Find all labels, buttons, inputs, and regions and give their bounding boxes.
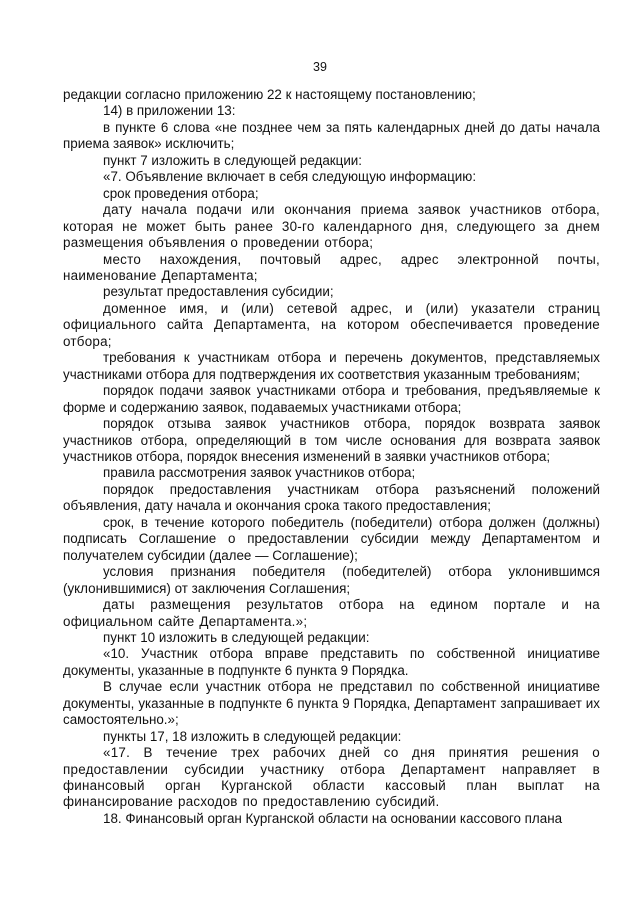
paragraph-point-7-text: «7. Объявление включает в себя следующую информацию: — [103, 169, 477, 185]
list-item-publication-dates: даты размещения результатов отбора на едином портале и на официальном сайте Департамента.»; — [63, 597, 600, 629]
page-number: 39 — [313, 60, 327, 74]
paragraph-points-17-18-intro: пункты 17, 18 изложить в следующей редакции: — [103, 728, 402, 744]
document-body — [63, 87, 600, 827]
paragraph-point-6-amendment: в пункте 6 слова «не позднее чем за пять календарных дней до даты начала приема заявок» исключить; — [63, 119, 600, 152]
list-item-selection-period: срок проведения отбора; — [103, 185, 259, 201]
list-item-application-procedure: порядок подачи заявок участниками отбора и требования, предъявляемые к форме и содержанию заявок, подаваемых участниками отбора; — [63, 383, 600, 415]
paragraph-point-10-text: «10. Участник отбора вправе представить по собственной инициативе документы, указанные в подпункте 6 пункта 9 Порядка. — [63, 646, 600, 678]
paragraph-point-10-intro: пункт 10 изложить в следующей редакции: — [103, 629, 370, 645]
list-item-application-dates: дату начала подачи или окончания приема заявок участников отбора, которая не может быть ранее 30-го календарного дня, следующего за днем размещения объявления о проведении отбора; — [63, 202, 600, 251]
list-item-withdrawal-procedure: порядок отзыва заявок участников отбора, порядок возврата заявок участников отбора, определяющий в том числе основания для возврата заявок участников отбора, порядок внесения изменений в заявки участников отбора; — [63, 416, 600, 464]
list-item-domain-name: доменное имя, и (или) сетевой адрес, и (или) указатели страниц официального сайта Департамента, на котором обеспечивается проведение отбора; — [63, 300, 600, 349]
list-item-participant-requirements: требования к участникам отбора и перечень документов, представляемых участниками отбора для подтверждения их соответствия указанным требованиям; — [63, 350, 600, 382]
list-item-agreement-term: срок, в течение которого победитель (победители) отбора должен (должны) подписать Соглашение о предоставлении субсидии между Департаментом и получателем субсидии (далее — Соглашение); — [63, 514, 600, 563]
paragraph-item-14: 14) в приложении 13: — [103, 103, 236, 119]
paragraph-point-17-text: «17. В течение трех рабочих дней со дня принятия решения о предоставлении субсидии участнику отбора Департамент направляет в финансовый орган Курганской области кассовый план выплат на финансирование расходов по предоставлению субсидий. — [63, 745, 600, 810]
list-item-location-address: место нахождения, почтовый адрес, адрес электронной почты, наименование Департамента; — [63, 251, 600, 283]
list-item-clarification-procedure: порядок предоставления участникам отбора разъяснений положений объявления, дату начала и окончания срока такого предоставления; — [63, 481, 600, 514]
list-item-evasion-conditions: условия признания победителя (победителей) отбора уклонившимся (уклонившимися) от заключения Соглашения; — [63, 564, 600, 596]
paragraph-continuation: редакции согласно приложению 22 к настоящему постановлению; — [63, 87, 476, 102]
paragraph-point-10-continuation: В случае если участник отбора не представил по собственной инициативе документы, указанные в подпункте 6 пункта 9 Порядка, Департамент запрашивает их самостоятельно.»; — [63, 679, 600, 728]
list-item-subsidy-result: результат предоставления субсидии; — [103, 284, 334, 300]
list-item-review-rules: правила рассмотрения заявок участников отбора; — [103, 465, 416, 481]
paragraph-point-18-text: 18. Финансовый орган Курганской области на основании кассового плана — [103, 810, 563, 826]
paragraph-point-7-intro: пункт 7 изложить в следующей редакции: — [103, 152, 362, 168]
